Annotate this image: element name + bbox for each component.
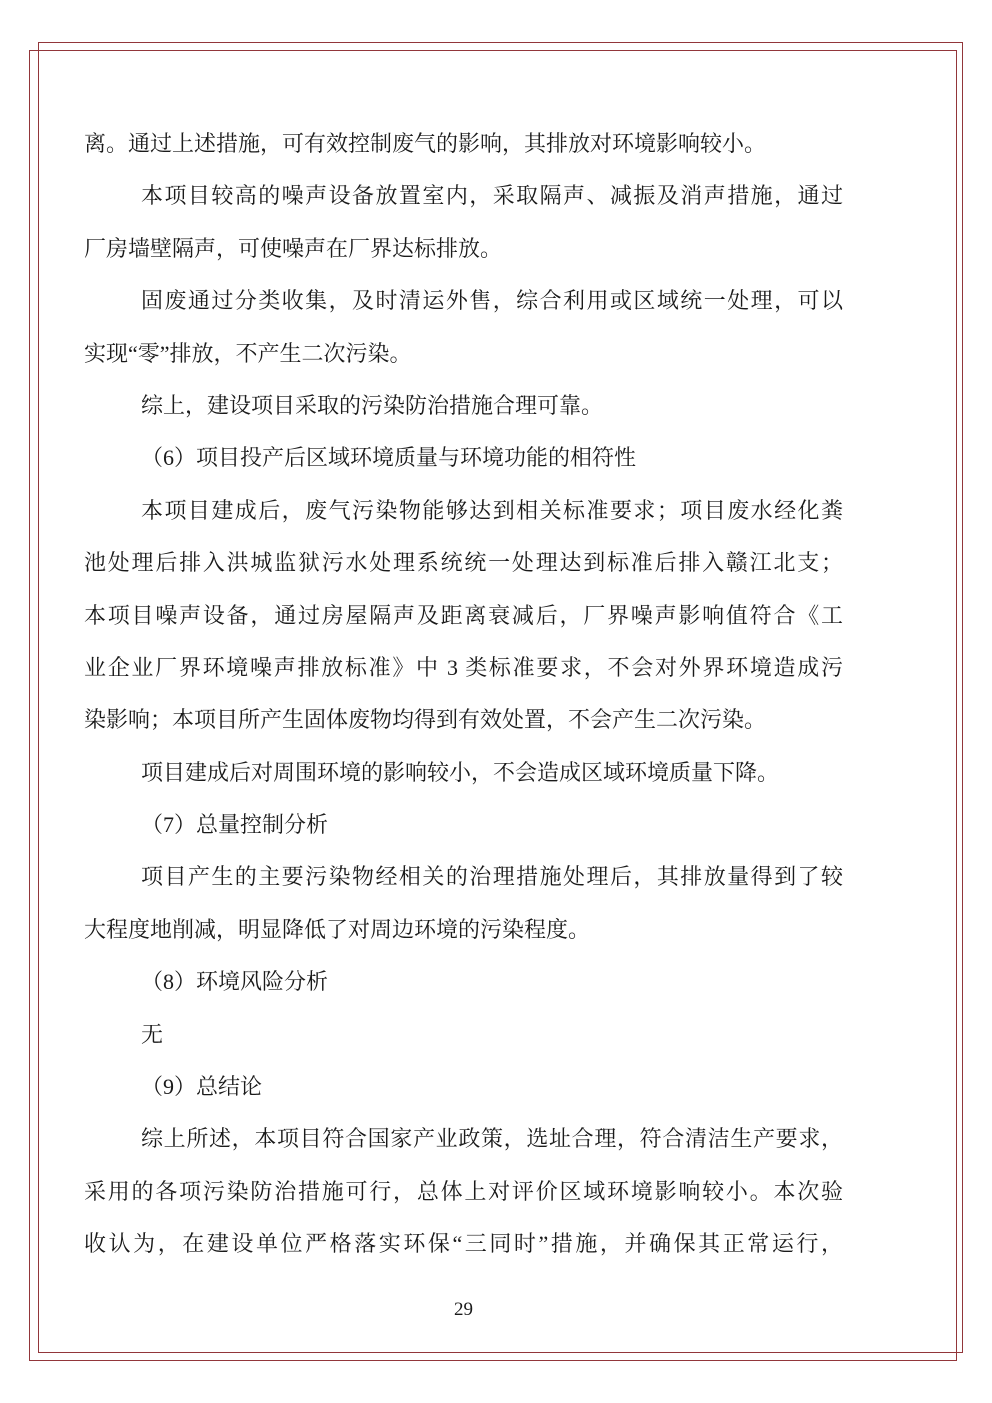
text-line: （9）总结论 <box>141 1074 263 1100</box>
text-line: 固废通过分类收集，及时清运外售，综合利用或区域统一处理，可以 <box>141 288 843 314</box>
document-body <box>84 118 843 1271</box>
text-line: （7）总量控制分析 <box>141 812 329 838</box>
text-line: 项目建成后对周围环境的影响较小，不会造成区域环境质量下降。 <box>141 759 780 785</box>
text-line: 厂房墙壁隔声，可使噪声在厂界达标排放。 <box>84 235 503 261</box>
text-line: 业企业厂界环境噪声排放标准》中 3 类标准要求，不会对外界环境造成污 <box>84 654 843 680</box>
text-line: 本项目较高的噪声设备放置室内，采取隔声、减振及消声措施，通过 <box>141 183 843 209</box>
text-line: 本项目噪声设备，通过房屋隔声及距离衰减后，厂界噪声影响值符合《工 <box>84 602 843 628</box>
text-line: 采用的各项污染防治措施可行，总体上对评价区域环境影响较小。本次验 <box>84 1178 843 1204</box>
text-line: （6）项目投产后区域环境质量与环境功能的相符性 <box>141 445 637 471</box>
text-line: 项目产生的主要污染物经相关的治理措施处理后，其排放量得到了较 <box>141 864 843 890</box>
text-line: 本项目建成后，废气污染物能够达到相关标准要求；项目废水经化粪 <box>141 497 843 523</box>
text-line: 大程度地削减，明显降低了对周边环境的污染程度。 <box>84 916 591 942</box>
page-number: 29 <box>454 1299 473 1320</box>
text-line: 收认为，在建设单位严格落实环保“三同时”措施，并确保其正常运行， <box>84 1231 843 1257</box>
text-line: 无 <box>141 1021 164 1047</box>
text-line: （8）环境风险分析 <box>141 969 329 995</box>
text-line: 综上所述，本项目符合国家产业政策，选址合理，符合清洁生产要求， <box>141 1126 843 1152</box>
text-line: 实现“零”排放，不产生二次污染。 <box>84 340 412 366</box>
text-line: 离。通过上述措施，可有效控制废气的影响，其排放对环境影响较小。 <box>84 131 767 156</box>
text-line: 综上，建设项目采取的污染防治措施合理可靠。 <box>141 392 604 418</box>
text-line: 染影响；本项目所产生固体废物均得到有效处置，不会产生二次污染。 <box>84 707 767 733</box>
text-line: 池处理后排入洪城监狱污水处理系统统一处理达到标准后排入赣江北支； <box>84 550 843 576</box>
